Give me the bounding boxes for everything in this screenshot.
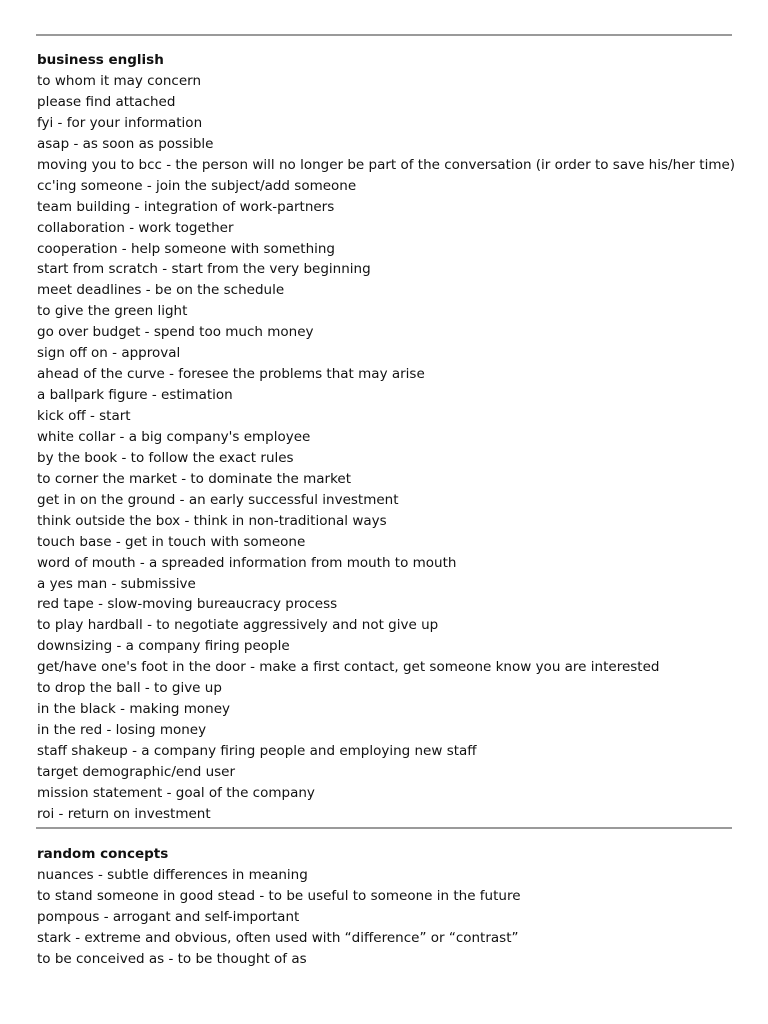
list-item: stark - extreme and obvious, often used with “difference” or “contrast”	[37, 929, 519, 946]
top-divider	[36, 34, 732, 36]
list-item: asap - as soon as possible	[37, 135, 214, 152]
section-random-concepts	[37, 844, 737, 970]
list-item: a ballpark figure - estimation	[37, 387, 233, 404]
list-item: meet deadlines - be on the schedule	[37, 282, 285, 299]
list-item: fyi - for your information	[37, 114, 203, 131]
list-item: pompous - arrogant and self-important	[37, 908, 300, 925]
list-item: start from scratch - start from the very beginning	[37, 261, 371, 278]
section-heading: random concepts	[37, 846, 169, 862]
section-heading: business english	[37, 52, 164, 68]
list-item: to be conceived as - to be thought of as	[37, 950, 307, 967]
list-item: touch base - get in touch with someone	[37, 533, 306, 550]
list-item: red tape - slow-moving bureaucracy process	[37, 596, 338, 613]
list-item: mission statement - goal of the company	[37, 784, 315, 801]
list-item: sign off on - approval	[37, 345, 181, 362]
list-item: kick off - start	[37, 408, 131, 424]
list-item: nuances - subtle differences in meaning	[37, 867, 308, 883]
list-item: by the book - to follow the exact rules	[37, 449, 294, 466]
list-item: to whom it may concern	[37, 73, 202, 89]
list-item: to drop the ball - to give up	[37, 680, 222, 697]
list-item: please find attached	[37, 93, 176, 110]
list-item: roi - return on investment	[37, 805, 211, 822]
list-item: downsizing - a company firing people	[37, 638, 290, 655]
list-item: to stand someone in good stead - to be useful to someone in the future	[37, 887, 521, 904]
list-item: cc'ing someone - join the subject/add someone	[37, 177, 357, 194]
line-list	[37, 865, 737, 970]
list-item: to give the green light	[37, 303, 188, 320]
section-divider	[36, 827, 732, 829]
list-item: to corner the market - to dominate the market	[37, 470, 352, 487]
list-item: cooperation - help someone with something	[37, 240, 335, 257]
list-item: in the red - losing money	[37, 722, 207, 739]
list-item: target demographic/end user	[37, 763, 236, 780]
list-item: word of mouth - a spreaded information from mouth to mouth	[37, 554, 457, 571]
list-item: team building - integration of work-partners	[37, 198, 335, 215]
list-item: get/have one's foot in the door - make a first contact, get someone know you are interested	[37, 659, 660, 676]
list-item: get in on the ground - an early successful investment	[37, 491, 399, 508]
list-item: go over budget - spend too much money	[37, 324, 314, 341]
list-item: ahead of the curve - foresee the problems that may arise	[37, 366, 425, 383]
list-item: white collar - a big company's employee	[37, 428, 311, 445]
list-item: in the black - making money	[37, 701, 231, 718]
list-item: moving you to bcc - the person will no longer be part of the conversation (ir order to save his/her time)	[37, 156, 736, 173]
section-business-english	[37, 50, 737, 825]
list-item: think outside the box - think in non-traditional ways	[37, 512, 387, 529]
list-item: staff shakeup - a company firing people and employing new staff	[37, 743, 477, 759]
list-item: collaboration - work together	[37, 219, 234, 236]
list-item: to play hardball - to negotiate aggressively and not give up	[37, 617, 439, 634]
line-list	[37, 71, 737, 825]
list-item: a yes man - submissive	[37, 575, 196, 592]
